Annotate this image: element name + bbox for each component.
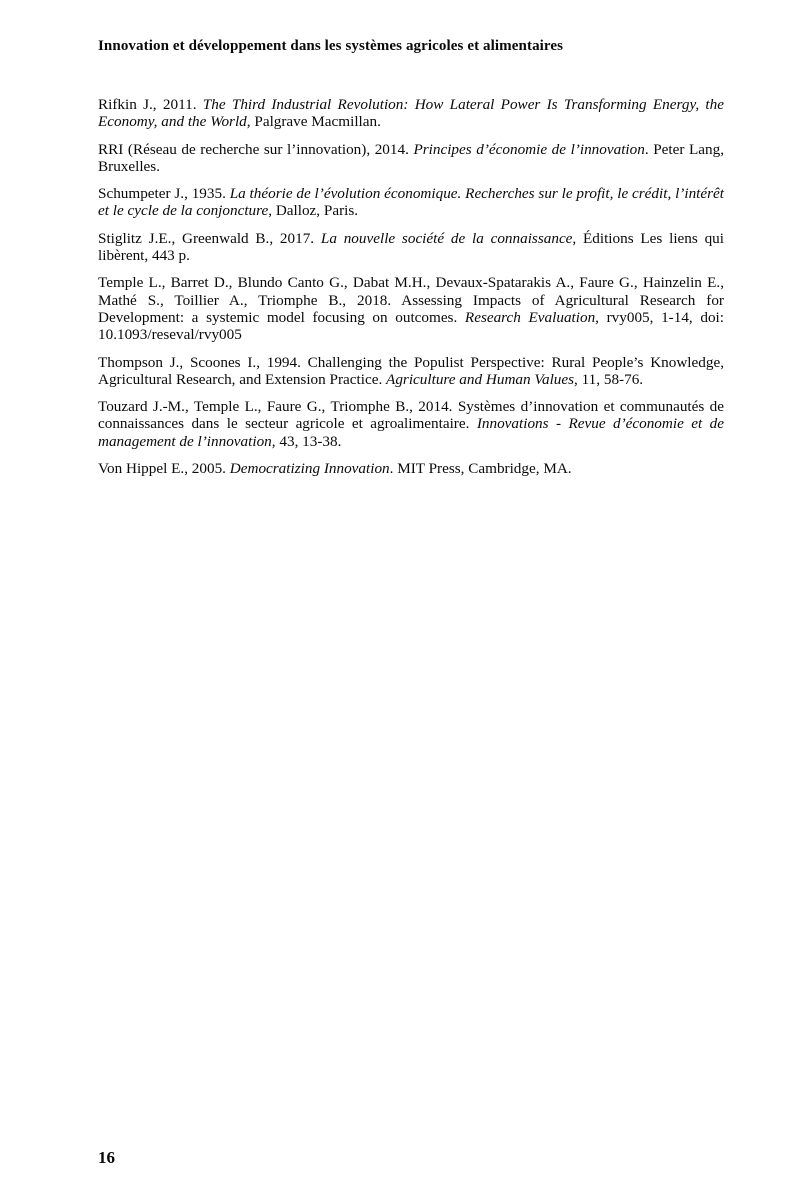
reference-text: , 43, 13-38. <box>271 432 342 450</box>
reference-text: Touzard J.-M., Temple L., Faure G., Triomphe B., 2014. Systèmes d’innovation et communautés de connaissances dans le secteur agricole et agroalimentaire. <box>98 398 724 433</box>
reference-text: , rvy005, 1-14, doi: 10.1093/reseval/rvy005 <box>98 308 724 344</box>
reference-text: Von Hippel E., 2005. <box>98 460 230 478</box>
reference-title-italic: Principes d’économie de l’innovation <box>413 140 645 158</box>
reference-entry <box>98 96 724 131</box>
reference-text: , 11, 58-76. <box>574 370 644 388</box>
reference-text: Rifkin J., 2011. <box>98 96 203 113</box>
reference-title-italic: The Third Industrial Revolution: How Lateral Power Is Transforming Energy, the Economy, and the World <box>98 96 724 131</box>
reference-title-italic: La nouvelle société de la connaissance <box>320 229 573 247</box>
reference-entry <box>98 141 724 176</box>
page-number: 16 <box>98 1148 115 1167</box>
running-header: Innovation et développement dans les systèmes agricoles et alimentaires <box>98 38 564 54</box>
reference-text: Schumpeter J., 1935. <box>98 185 230 203</box>
reference-entry <box>98 230 724 265</box>
reference-text: RRI (Réseau de recherche sur l’innovation), 2014. <box>98 140 414 158</box>
reference-text: , Éditions Les liens qui libèrent, 443 p. <box>98 229 724 265</box>
reference-text: , Dalloz, Paris. <box>268 202 359 220</box>
reference-entry <box>98 274 724 343</box>
reference-entry <box>98 460 724 477</box>
reference-title-italic: Research Evaluation <box>464 308 596 326</box>
reference-title-italic: Innovations - Revue d’économie et de management de l’innovation <box>98 415 724 450</box>
reference-text: Thompson J., Scoones I., 1994. Challenging the Populist Perspective: Rural People’s Knowledge, Agricultural Research, and Extension Practice. <box>98 353 724 388</box>
reference-entry <box>98 354 724 389</box>
reference-text: Stiglitz J.E., Greenwald B., 2017. <box>98 229 321 247</box>
reference-entry <box>98 185 724 220</box>
reference-text: , Palgrave Macmillan. <box>246 113 381 131</box>
reference-text: . Peter Lang, Bruxelles. <box>98 140 725 175</box>
references-list <box>98 96 724 487</box>
reference-title-italic: Democratizing Innovation <box>229 460 390 478</box>
reference-text: Temple L., Barret D., Blundo Canto G., Dabat M.H., Devaux-Spatarakis A., Faure G., Hainzelin E., Mathé S., Toillier A., Triomphe B., 2018. Assessing Impacts of Agricultural Research for Development: a systemic model focusing on outcomes. <box>98 274 724 326</box>
reference-entry <box>98 398 724 450</box>
reference-title-italic: Agriculture and Human Values <box>386 370 575 388</box>
reference-title-italic: La théorie de l’évolution économique. Recherches sur le profit, le crédit, l’intérêt et le cycle de la conjoncture <box>98 185 724 220</box>
reference-text: . MIT Press, Cambridge, MA. <box>389 460 572 478</box>
